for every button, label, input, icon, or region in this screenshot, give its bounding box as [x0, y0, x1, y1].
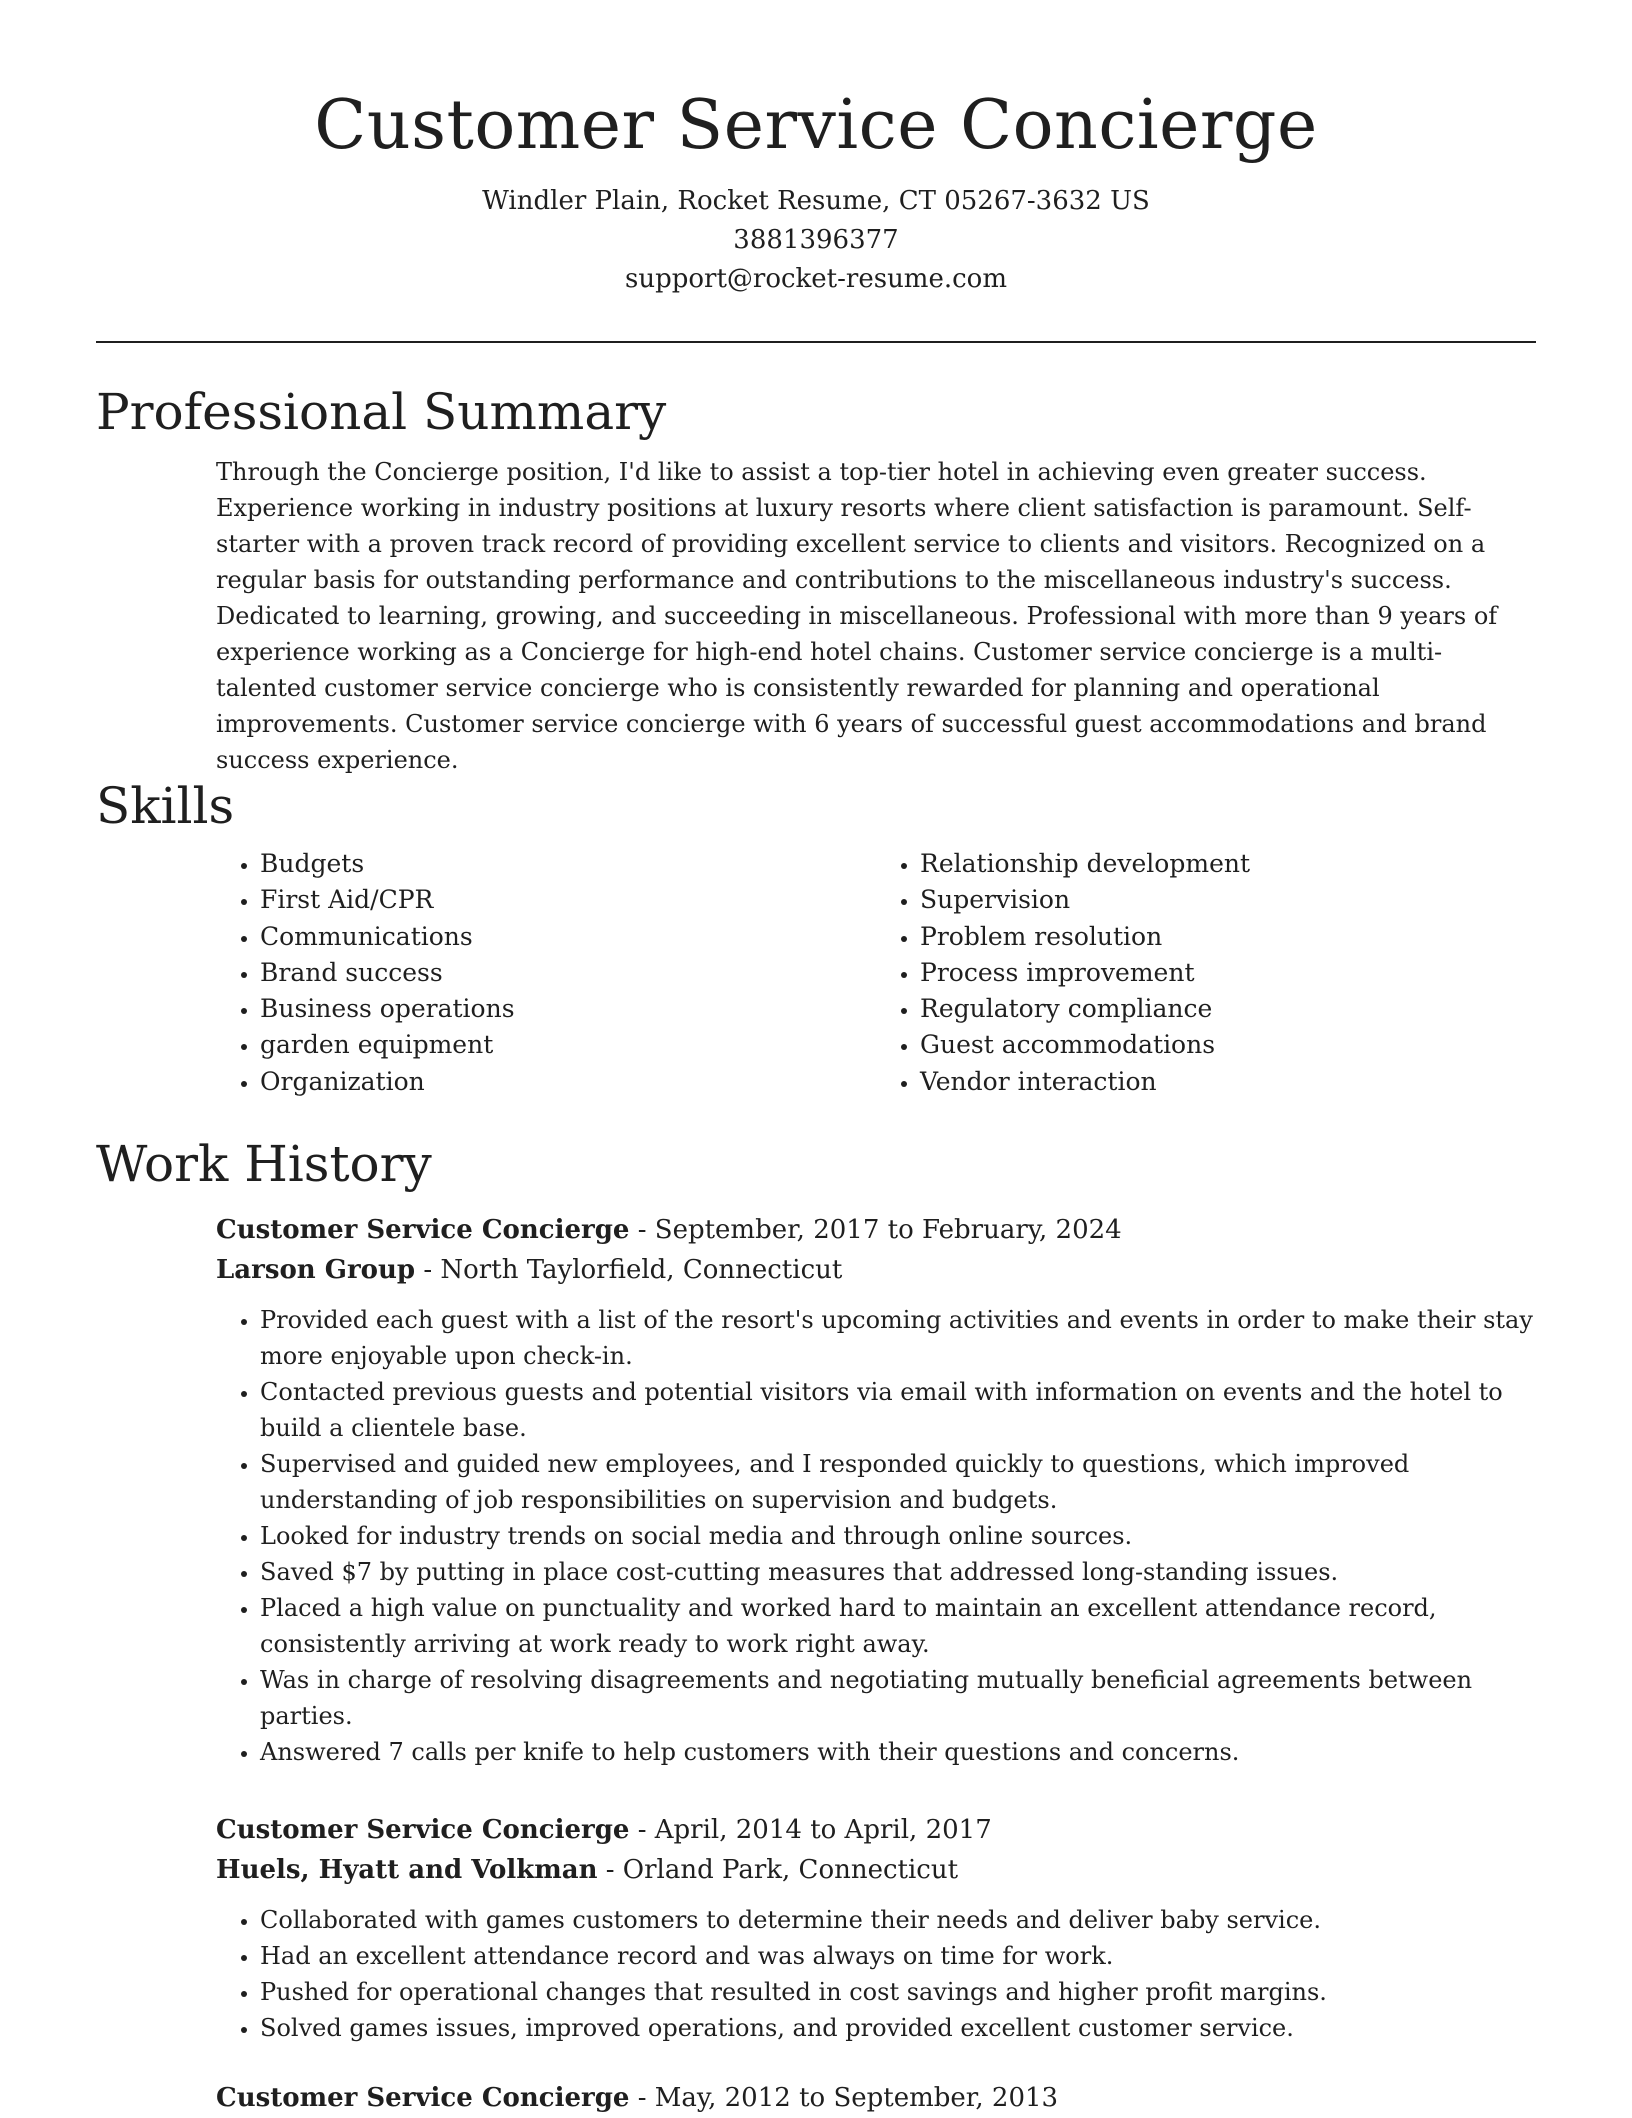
job-duties: [216, 1302, 1536, 1770]
job-duty: • Collaborated with games customers to determine their needs and deliver baby service.: [260, 1902, 1536, 1938]
contact-info: [96, 182, 1536, 299]
skill-item: • Communications: [260, 919, 876, 955]
job-entry: [96, 2078, 1536, 2118]
contact-phone: 3881396377: [733, 225, 899, 255]
skill-item: • Supervision: [920, 882, 1536, 918]
job-block: [216, 2078, 1536, 2118]
skills-heading: Skills: [96, 777, 235, 835]
work-history-heading: Work History: [96, 1135, 432, 1193]
job-dates: - September, 2017 to February, 2024: [629, 1215, 1122, 1245]
skill-item: • Business operations: [260, 991, 876, 1027]
job-block: [216, 1810, 1536, 2046]
candidate-name: Customer Service Concierge: [314, 86, 1318, 165]
job-duty: • Supervised and guided new employees, and I responded quickly to questions, which improved understanding of job responsibilities on supervision and budgets.: [260, 1446, 1536, 1518]
job-dates: - April, 2014 to April, 2017: [629, 1815, 992, 1845]
summary-section: [96, 378, 1536, 778]
skill-item: • Process improvement: [920, 955, 1536, 991]
job-entry: [96, 1210, 1536, 1770]
skill-item: • First Aid/CPR: [260, 882, 876, 918]
job-title-line: [216, 2078, 1536, 2118]
job-company-line: [216, 1250, 1536, 1290]
job-duty: • Was in charge of resolving disagreements and negotiating mutually beneficial agreements between parties.: [260, 1662, 1536, 1734]
skill-item: • Guest accommodations: [920, 1027, 1536, 1063]
contact-email: support@rocket-resume.com: [624, 264, 1007, 294]
job-duty: • Placed a high value on punctuality and worked hard to maintain an excellent attendance record, consistently arriving at work ready to work right away.: [260, 1590, 1536, 1662]
job-block: [216, 1210, 1536, 1770]
job-duty: • Answered 7 calls per knife to help customers with their questions and concerns.: [260, 1734, 1536, 1770]
job-duty: • Provided each guest with a list of the resort's upcoming activities and events in order to make their stay more enjoyable upon check-in.: [260, 1302, 1536, 1374]
summary-heading: Professional Summary: [96, 383, 667, 441]
job-dates: - May, 2012 to September, 2013: [629, 2083, 1059, 2113]
resume-header: [96, 78, 1536, 299]
job-role: Customer Service Concierge: [216, 1215, 630, 1245]
job-duty: • Had an excellent attendance record and was always on time for work.: [260, 1938, 1536, 1974]
job-role: Customer Service Concierge: [216, 1815, 630, 1845]
job-location: - North Taylorfield, Connecticut: [415, 1255, 843, 1285]
job-duty: • Saved $7 by putting in place cost-cutting measures that addressed long-standing issues.: [260, 1554, 1536, 1590]
skill-item: • garden equipment: [260, 1027, 876, 1063]
job-company-line: [216, 1850, 1536, 1890]
job-duty: • Looked for industry trends on social media and through online sources.: [260, 1518, 1536, 1554]
job-duty: • Contacted previous guests and potential visitors via email with information on events and the hotel to build a clientele base.: [260, 1374, 1536, 1446]
skills-section: [96, 772, 1536, 1100]
contact-address: Windler Plain, Rocket Resume, CT 05267-3632 US: [482, 186, 1150, 216]
skill-item: • Vendor interaction: [920, 1064, 1536, 1100]
job-entry: [96, 1810, 1536, 2046]
skill-item: • Regulatory compliance: [920, 991, 1536, 1027]
skill-item: • Organization: [260, 1064, 876, 1100]
job-duty: • Pushed for operational changes that resulted in cost savings and higher profit margins.: [260, 1974, 1536, 2010]
work-history-section: [96, 1130, 1536, 1198]
skill-item: • Problem resolution: [920, 919, 1536, 955]
header-divider: [96, 341, 1536, 343]
job-company: Larson Group: [216, 1255, 416, 1285]
job-company: Huels, Hyatt and Volkman: [216, 1855, 598, 1885]
skill-item: • Brand success: [260, 955, 876, 991]
job-title-line: [216, 1810, 1536, 1850]
job-duties: [216, 1902, 1536, 2046]
skills-column-left: [216, 846, 876, 1100]
skills-grid: [216, 846, 1536, 1100]
skill-item: • Budgets: [260, 846, 876, 882]
job-location: - Orland Park, Connecticut: [597, 1855, 959, 1885]
job-role: Customer Service Concierge: [216, 2083, 630, 2113]
job-title-line: [216, 1210, 1536, 1250]
summary-text: Through the Concierge position, I'd like to assist a top-tier hotel in achieving even greater success. Experience working in industry positions at luxury resorts where client satisfaction is paramount. Self-starter with a proven track record of providing excellent service to clients and visitors. Recognized on a regular basis for outstanding performance and contributions to the miscellaneous industry's success. Dedicated to learning, growing, and succeeding in miscellaneous. Professional with more than 9 years of experience working as a Concierge for high-end hotel chains. Customer service concierge is a multi-talented customer service concierge who is consistently rewarded for planning and operational improvements. Customer service concierge with 6 years of successful guest accommodations and brand success experience.: [216, 458, 1498, 774]
job-duty: • Solved games issues, improved operations, and provided excellent customer service.: [260, 2010, 1536, 2046]
skill-item: • Relationship development: [920, 846, 1536, 882]
skills-column-right: [876, 846, 1536, 1100]
